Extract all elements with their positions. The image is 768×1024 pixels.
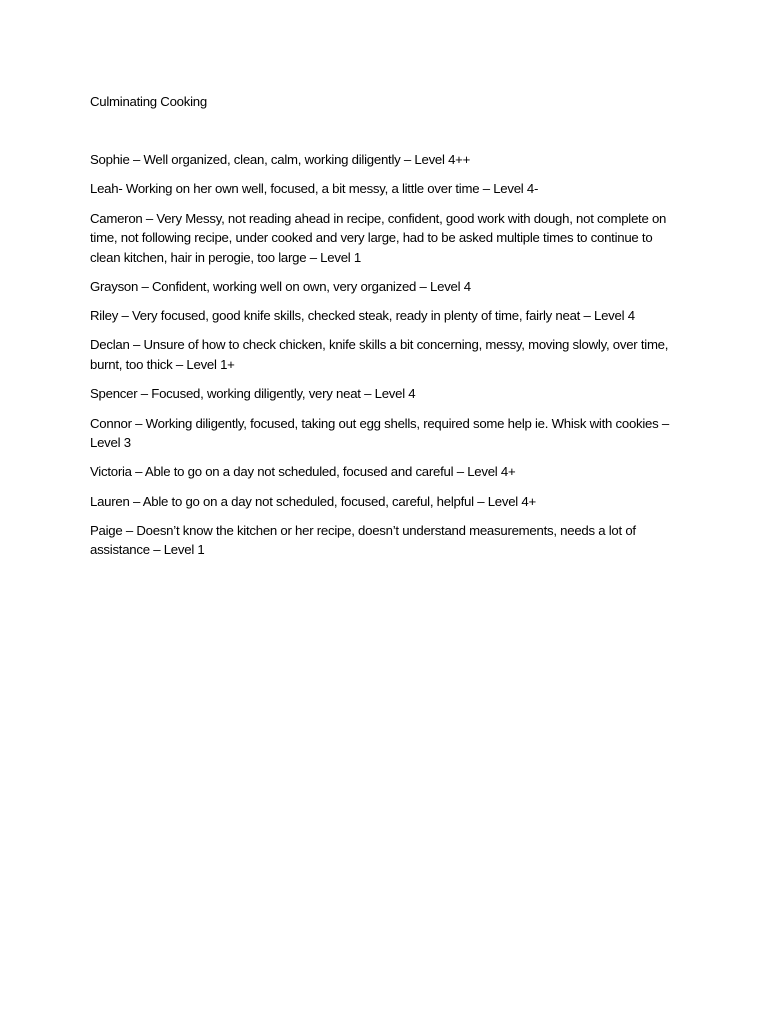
- document-title: Culminating Cooking: [90, 94, 207, 109]
- student-note-connor: Connor – Working diligently, focused, taking out egg shells, required some help ie. Whisk with cookies – Level 3: [90, 415, 669, 451]
- student-note-paige: Paige – Doesn’t know the kitchen or her recipe, doesn’t understand measurements, needs a lot of assistance – Level 1: [90, 522, 636, 558]
- student-notes-list: [90, 150, 680, 570]
- student-note-spencer: Spencer – Focused, working diligently, very neat – Level 4: [90, 386, 416, 402]
- student-note-sophie: Sophie – Well organized, clean, calm, working diligently – Level 4++: [90, 152, 471, 167]
- student-note-riley: Riley – Very focused, good knife skills, checked steak, ready in plenty of time, fairly neat – Level 4: [90, 308, 635, 324]
- student-note-grayson: Grayson – Confident, working well on own, very organized – Level 4: [90, 278, 471, 294]
- student-note-cameron: Cameron – Very Messy, not reading ahead in recipe, confident, good work with dough, not complete on time, not following recipe, under cooked and very large, had to be asked multiple times to continue to clean kitchen, hair in perogie, too large – Level 1: [90, 210, 667, 265]
- student-note-victoria: Victoria – Able to go on a day not scheduled, focused and careful – Level 4+: [90, 464, 516, 480]
- student-note-leah: Leah- Working on her own well, focused, a bit messy, a little over time – Level 4-: [90, 181, 539, 197]
- student-note-declan: Declan – Unsure of how to check chicken, knife skills a bit concerning, messy, moving slowly, over time, burnt, too thick – Level 1+: [90, 337, 669, 372]
- student-note-lauren: Lauren – Able to go on a day not scheduled, focused, careful, helpful – Level 4+: [90, 493, 536, 509]
